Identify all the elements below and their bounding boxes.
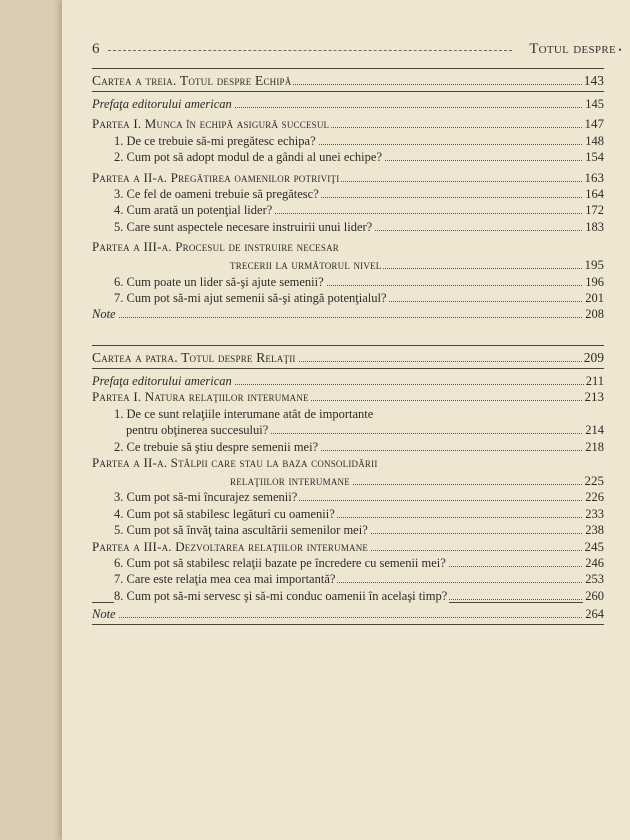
toc-entry	[92, 95, 604, 113]
section-top-rule	[92, 345, 604, 346]
toc-entry-title: 7. Care este relaţia mea cea mai importantă?	[114, 572, 336, 587]
toc-entry-title: 7. Cum pot să-mi ajut semenii să-şi atingă potenţialul?	[114, 291, 387, 305]
toc-entry	[92, 305, 604, 323]
toc-page-number: 264	[585, 607, 604, 622]
toc-entry-title: 4. Cum pot să stabilesc legături cu oamenii?	[114, 506, 335, 521]
toc-entry	[92, 472, 604, 490]
toc-entry	[92, 505, 604, 523]
toc-entry	[92, 372, 604, 390]
toc-entry	[92, 454, 604, 472]
toc-page-number: 211	[585, 374, 604, 388]
leader-dots	[96, 617, 598, 618]
toc-entry-title: pentru obţinerea succesului?	[126, 423, 269, 438]
section-bottom-rule	[92, 624, 604, 625]
toc-page-number: 213	[584, 389, 604, 405]
toc-page-number: 226	[585, 490, 604, 505]
toc-page-number: 238	[585, 523, 604, 538]
toc-entry-title: 6. Cum poate un lider să-şi ajute semenii?	[114, 274, 324, 289]
toc-book-entry	[92, 72, 604, 90]
toc-entry-title: 3. Ce fel de oameni trebuie să pregătesc?	[114, 187, 319, 201]
toc-page-number: 201	[585, 291, 604, 305]
toc-page-number: 148	[585, 133, 604, 148]
toc-entry-title: Cartea a treia. Totul despre Echipă	[92, 73, 292, 88]
toc-page-number: 147	[584, 116, 604, 132]
toc-entry	[92, 148, 604, 166]
toc-entry-title: 8. Cum pot să-mi servesc şi să-mi conduc oamenii în acelaşi timp?	[114, 588, 448, 603]
toc-page-number: 172	[585, 203, 604, 218]
page-number: 6	[92, 41, 100, 57]
toc-entry	[92, 201, 604, 219]
book-page	[62, 0, 630, 840]
toc-book-entry	[92, 349, 604, 367]
section-sub-rule	[92, 91, 604, 92]
toc-page-number: 164	[585, 187, 604, 201]
leader-dots	[96, 317, 598, 318]
toc-entry-title: Partea a II-a. Stâlpii care stau la baza consolidării	[92, 455, 378, 470]
toc-entry-title: Partea a III-a. Dezvoltarea relaţiilor interumane	[92, 538, 369, 554]
toc-page-number: 154	[585, 150, 604, 165]
toc-entry-title: Partea a III-a. Procesul de instruire necesar	[92, 239, 339, 255]
toc-page-number: 183	[585, 219, 604, 234]
toc-page-number: 196	[585, 274, 604, 289]
toc-entry	[92, 405, 604, 423]
toc-entry-title: Note	[92, 307, 116, 322]
toc-entry-title: 6. Cum pot să stabilesc relaţii bazate pe încredere cu semenii mei?	[114, 556, 446, 570]
toc-entry-title: 3. Cum pot să-mi încurajez semenii?	[114, 490, 298, 505]
toc-entry	[92, 218, 604, 236]
toc-entry	[92, 605, 604, 623]
toc-entry-title: 2. Ce trebuie să ştiu despre semenii mei?	[114, 439, 319, 454]
toc-page-number: 245	[584, 538, 604, 554]
toc-page-number: 195	[584, 257, 604, 273]
toc-entry	[92, 256, 604, 274]
toc-entry-title: Prefaţa editorului american	[92, 374, 232, 388]
toc-entry	[92, 421, 604, 439]
toc-entry	[92, 521, 604, 539]
toc-entry-title: 5. Cum pot să învăţ taina ascultării semenilor mei?	[114, 523, 368, 538]
toc-entry-title: Cartea a patra. Totul despre Relaţii	[92, 350, 296, 365]
toc-entry-title: 5. Care sunt aspectele necesare instruirii unui lider?	[114, 219, 373, 234]
toc-entry	[92, 238, 604, 256]
toc-page-number: 145	[585, 97, 604, 111]
toc-page-number: 260	[585, 588, 604, 603]
toc-entry	[92, 488, 604, 506]
toc-page-number: 218	[585, 439, 604, 454]
toc-entry	[92, 115, 604, 133]
toc-entry	[92, 132, 604, 150]
toc-entry-title: Note	[92, 607, 116, 622]
running-title: Totul despre •	[529, 41, 622, 58]
toc-entry-title: Partea a II-a. Pregătirea oamenilor potriviţi	[92, 169, 340, 185]
toc-entry-title: 1. De ce sunt relaţiile interumane atât de importante	[114, 406, 374, 421]
toc-page-number: 209	[583, 350, 604, 365]
toc-entry-title: 1. De ce trebuie să-mi pregătesc echipa?	[114, 133, 316, 148]
toc-entry-title: 4. Cum arată un potenţial lider?	[114, 203, 273, 218]
toc-entry-title: trecerii la următorul nivel	[230, 257, 382, 273]
toc-entry	[92, 554, 604, 572]
toc-page-number: 253	[585, 572, 604, 587]
toc-entry-title: relaţiilor interumane	[230, 473, 350, 488]
toc-entry	[92, 273, 604, 291]
toc-page-number: 225	[584, 473, 604, 488]
toc-entry	[92, 570, 604, 588]
toc-page-number: 208	[585, 307, 604, 322]
toc-entry-title: 2. Cum pot să adopt modul de a gândi al unei echipe?	[114, 150, 382, 165]
toc-entry	[92, 438, 604, 456]
running-header	[92, 40, 630, 60]
toc-page-number: 246	[585, 556, 604, 570]
toc-page-number: 163	[584, 169, 604, 185]
toc-entry	[92, 289, 604, 307]
toc-entry	[92, 185, 604, 203]
header-rule	[108, 50, 512, 51]
toc-entry-title: Partea I. Natura relaţiilor interumane	[92, 389, 309, 405]
toc-entry	[92, 538, 604, 556]
toc-entry-title: Prefaţa editorului american	[92, 97, 232, 111]
toc-page-number: 233	[585, 506, 604, 521]
section-sub-rule	[92, 368, 604, 369]
toc-entry	[92, 388, 604, 406]
toc-page-number: 214	[585, 423, 604, 438]
section-top-rule	[92, 68, 604, 69]
toc-entry-title: Partea I. Munca în echipă asigură succesul	[92, 116, 330, 132]
toc-entry	[92, 169, 604, 187]
toc-page-number: 143	[583, 73, 604, 88]
